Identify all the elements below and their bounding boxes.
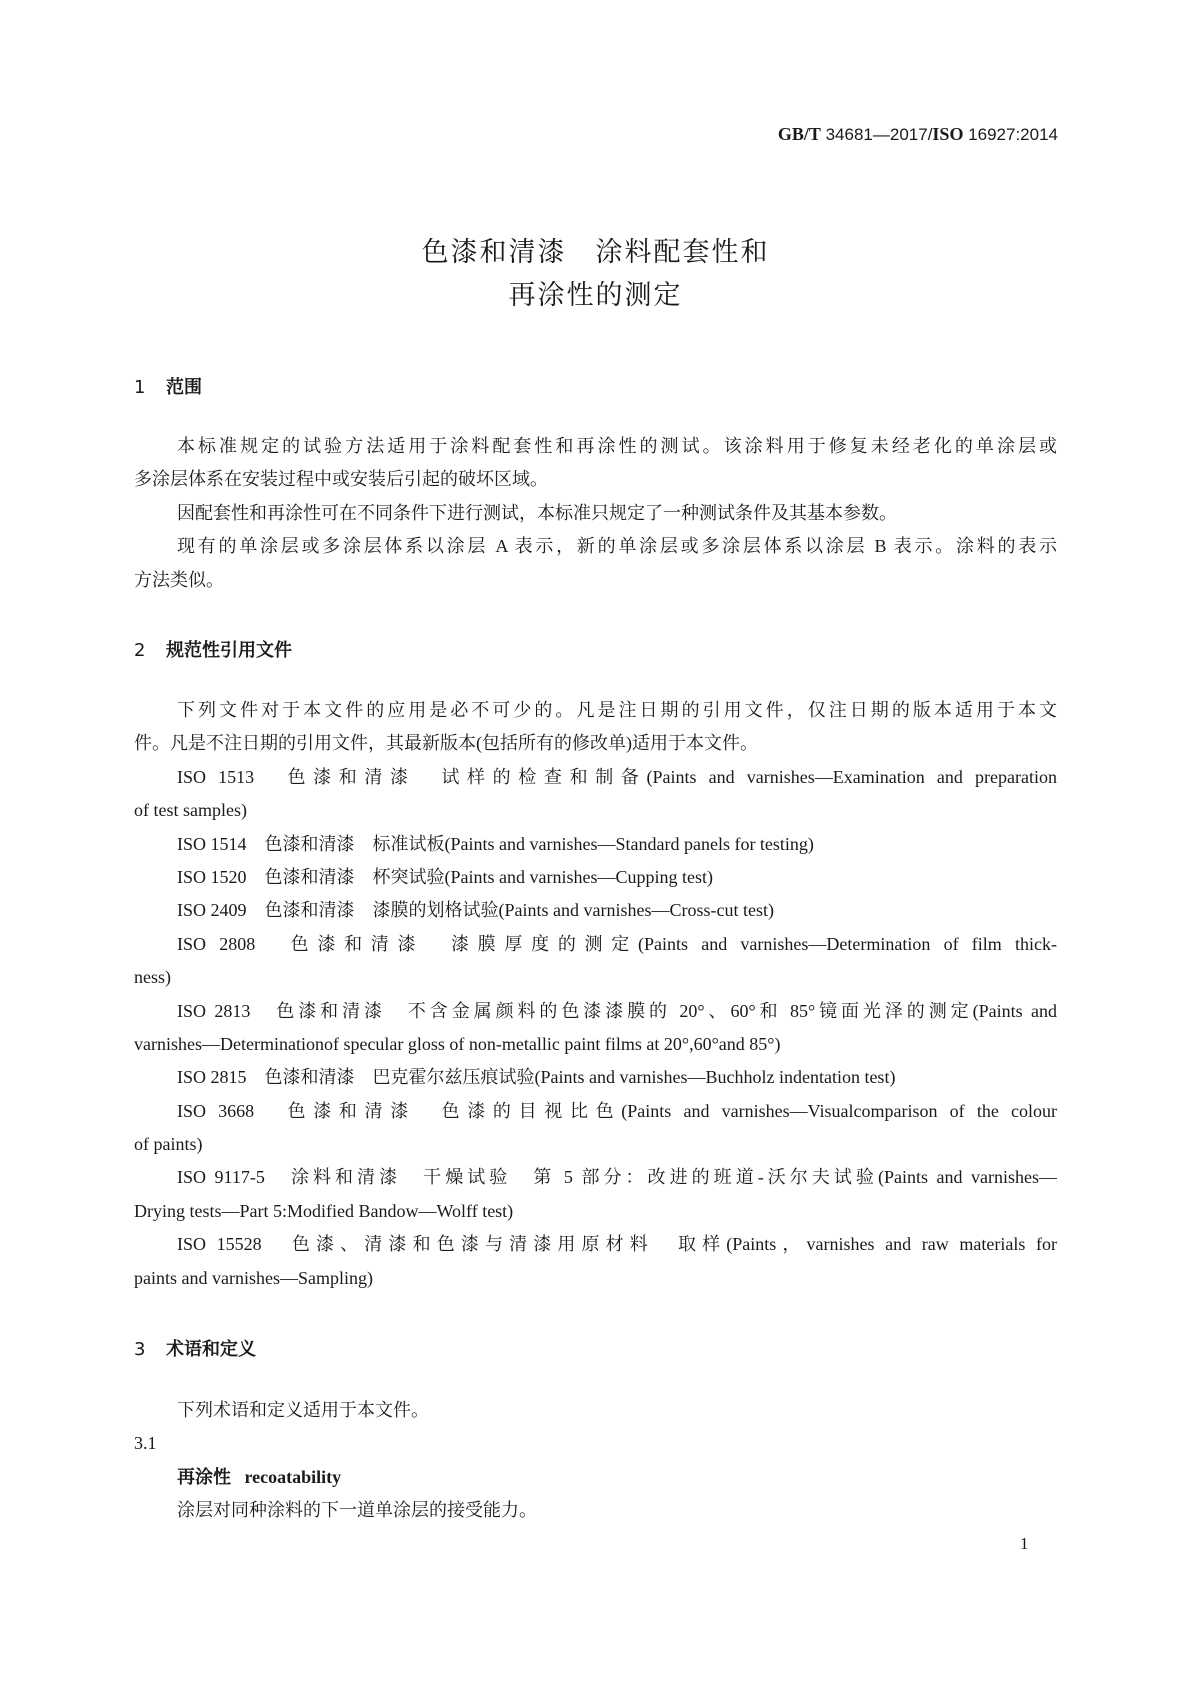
paragraph-line: ness) (134, 967, 171, 988)
paragraph-line: of paints) (134, 1134, 203, 1155)
paragraph-line: ISO 1514 色漆和清漆 标准试板(Paints and varnishes—Standard panels for testing) (177, 833, 814, 854)
section-1-body (134, 430, 1057, 597)
term-entry: 再涂性 recoatability (177, 1466, 342, 1488)
section-1-heading: 1 范围 (134, 377, 202, 398)
document-title-line1: 色漆和清漆 涂料配套性和 (421, 237, 770, 268)
page-number: 1 (1020, 1534, 1029, 1553)
paragraph-line: 方法类似。 (134, 569, 224, 590)
paragraph-line: ISO 1520 色漆和清漆 杯突试验(Paints and varnishes—Cupping test) (177, 866, 713, 887)
paragraph-line: ISO 15528 色漆、清漆和色漆与清漆用原材料 取样(Paints，varnishes and raw materials for (177, 1234, 1057, 1255)
section-3-heading: 3 术语和定义 (134, 1339, 256, 1360)
paragraph-line: 因配套性和再涂性可在不同条件下进行测试，本标准只规定了一种测试条件及其基本参数。 (177, 502, 897, 523)
term-definition: 涂层对同种涂料的下一道单涂层的接受能力。 (177, 1500, 537, 1521)
section-3-body (134, 1394, 1057, 1528)
paragraph-line: paints and varnishes—Sampling) (134, 1267, 373, 1288)
paragraph-line: varnishes—Determinationof specular gloss of non-metallic paint films at 20°,60°and 85°) (134, 1033, 781, 1054)
paragraph-line: 多涂层体系在安装过程中或安装后引起的破坏区域。 (134, 469, 548, 490)
section-3-intro: 下列术语和定义适用于本文件。 (177, 1400, 429, 1420)
paragraph-line: Drying tests—Part 5:Modified Bandow—Wolff test) (134, 1200, 514, 1221)
paragraph-line: ISO 3668 色漆和清漆 色漆的目视比色(Paints and varnishes—Visualcomparison of the colour (177, 1100, 1057, 1121)
paragraph-line: ISO 2815 色漆和清漆 巴克霍尔兹压痕试验(Paints and varnishes—Buchholz indentation test) (177, 1067, 896, 1088)
paragraph-line: ISO 1513 色漆和清漆 试样的检查和制备(Paints and varnishes—Examination and preparation (177, 766, 1057, 787)
paragraph-line: ISO 9117-5 涂料和清漆 干燥试验 第 5 部分：改进的班道-沃尔夫试验(Paints and varnishes— (177, 1167, 1057, 1188)
section-2-heading: 2 规范性引用文件 (134, 640, 292, 661)
subclause-number: 3.1 (134, 1433, 157, 1454)
section-2-body (134, 694, 1057, 1295)
paragraph-line: 下列文件对于本文件的应用是必不可少的。凡是注日期的引用文件，仅注日期的版本适用于本文 (177, 700, 1057, 720)
paragraph-line: ISO 2409 色漆和清漆 漆膜的划格试验(Paints and varnishes—Cross-cut test) (177, 900, 774, 921)
paragraph-line: 件。凡是不注日期的引用文件，其最新版本(包括所有的修改单)适用于本文件。 (134, 733, 758, 754)
document-title-line2: 再涂性的测定 (508, 280, 683, 311)
standard-number-header: GB/T 34681—2017/ISO 16927:2014 (777, 124, 1058, 144)
paragraph-line: 现有的单涂层或多涂层体系以涂层 A 表示，新的单涂层或多涂层体系以涂层 B 表示。涂料的表示 (177, 536, 1057, 557)
paragraph-line: 本标准规定的试验方法适用于涂料配套性和再涂性的测试。该涂料用于修复未经老化的单涂层或 (177, 436, 1057, 456)
paragraph-line: of test samples) (134, 800, 247, 821)
paragraph-line: ISO 2808 色漆和清漆 漆膜厚度的测定(Paints and varnishes—Determination of film thick- (177, 933, 1057, 954)
paragraph-line: ISO 2813 色漆和清漆 不含金属颜料的色漆漆膜的 20°、60°和 85°镜面光泽的测定(Paints and (177, 1000, 1057, 1021)
